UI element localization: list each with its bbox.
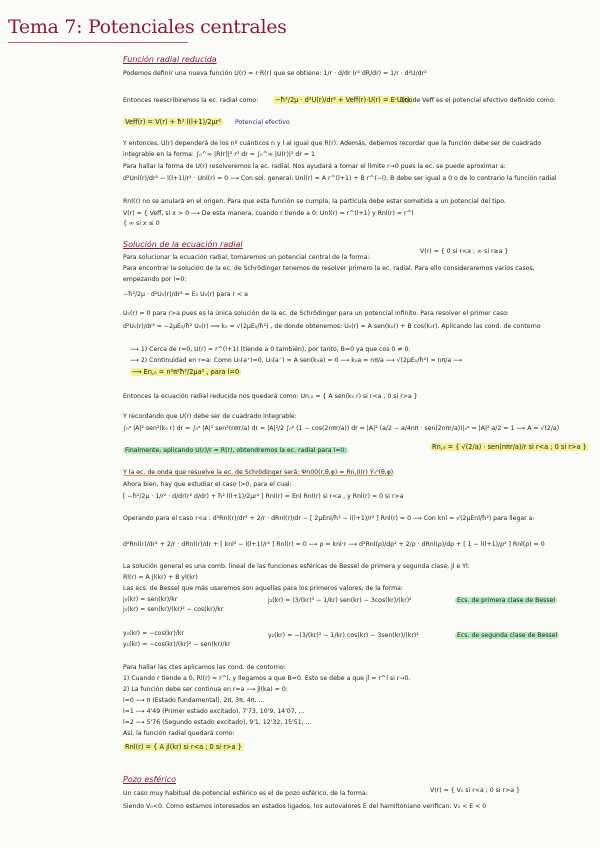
s1-line-2b: Donde Veff es el potencial efectivo definido como: (400, 97, 556, 104)
s1-line-1: Podemos definir una nueva función U(r) = r·R(r) que se obtiene: 1/r · d/dr (r² dR/dr) = 1/r · d²U/dr² (123, 70, 427, 77)
s1-line-4: integrable en la forma: ∫₀^∞ |R(r)|² r² dr = ∫₀^∞ |U(r)|² dr = 1 (123, 151, 315, 158)
s2-line-12: ∫₀ᵃ |A|² sen²(k₀ r) dr = ∫₀ᵃ |A|² sen²(nπr/a) dr = |A|²/2 ∫₀ᵃ (1 − cos(2nπr/a)) dr = |A|² (a/2 − a/4nπ · sen(2nπr/a))|₀ᵃ = |A|² a/2 = 1 ⟶ A = √(2/a) (123, 425, 560, 432)
section-heading-radial-reduced: Función radial reducida (123, 55, 217, 64)
s2-line-19: La solución general es una comb. lineal de las funciones esféricas de Bessel de primera y segunda clase, jl e Yl: (123, 563, 470, 570)
s1-line-6: d²Unl(r)/dr² − l(l+1)/r² · Unl(r) = 0 ⟶ Con sol. general: Unl(r) = A r^(l+1) + B r^(−l). B debe ser igual a 0 o de lo contrario la función radial (123, 175, 557, 182)
bessel-first-kind-note: Ecs. de primera clase de Bessel (457, 597, 556, 604)
s1-line-3: Y entonces, U(r) dependerá de los nº cuánticos n y l al igual que R(r). Además, debemos recordar que la función debe ser de cuadrado (123, 140, 542, 147)
s1-line-7: Rnl(r) no se anulará en el origen. Para que esta función se cumpla, la partícula debe estar sometida a un potencial del tipo. (123, 198, 506, 205)
s2-line-23: 1) Cuando r tiende a 0, Rl(r) ≈ r^l, y llegamos a que B=0. Esto se debe a que jl ≈ r^l si r→0. (123, 675, 411, 682)
s1-veff-note: Potencial efectivo (235, 119, 290, 126)
bessel-j2: j₂(kr) = (3/(kr)³ − 1/kr) sen(kr) − 3cos(kr)/(kr)² (268, 597, 412, 604)
bessel-y0: y₀(kr) = −cos(kr)/kr (123, 630, 184, 637)
zeros-l1: l=1 ⟶ 4'49 (Primer estado excitado), 7'73, 10'9, 14'07, … (123, 708, 305, 715)
s2-rnl-eq: Rnl(r) = { A jl(kr) si r<a ; 0 si r>a } (125, 743, 242, 751)
s2-line-21: Las ecs. de Bessel que más usaremos son aquellas para los primeros valores, de la forma: (123, 585, 403, 592)
s1-line-9: { ∞ si x ≤ 0 (123, 220, 160, 227)
bessel-j1: j₁(kr) = sen(kr)/(kr)² − cos(kr)/kr (123, 606, 224, 613)
bessel-second-kind-note: Ecs. de segunda clase de Bessel (457, 632, 558, 639)
s2-line-20: Rl(r) = A jl(kr) + B yl(kr) (123, 574, 198, 581)
s2-line-5: U₀(r) = 0 para r>a pues es la única solución de la ec. de Schrödinger para un potencial infinito. Para resolver el primer caso: (123, 310, 509, 317)
s2-line-22: Para hallar las ctes aplicamos las cond. de contorno: (123, 664, 286, 671)
s3-potential: V(r) = { V₀ si r<a ; 0 si r>a } (430, 787, 520, 794)
zeros-l2: l=2 ⟶ 5'76 (Segundo estado excitado), 9'1, 12'32, 15'51, … (123, 719, 312, 726)
s2-line-28: Así, la función radial quedará como: (123, 730, 235, 737)
s2-line-2: Para encontrar la solución de la ec. de Schrödinger tenemos de resolver primero la ec. radial. Para ello consideraremos varios casos, (123, 265, 535, 272)
s2-line-6: d²U₀(r)/dr² = −2μE₀/ħ² U₀(r) ⟹ k₀ = √(2μE₀/ħ²) , de donde obtenemos: U₀(r) = A sen(k₀r) + B cos(k₀r). Aplicando las cond. de contorno (123, 323, 541, 330)
s2-potential: V(r) = { 0 si r<a ; ∞ si r≥a } (420, 248, 509, 255)
s1-veff-eq: Veff(r) = V(r) + ħ² l(l+1)/2μr² (125, 118, 222, 126)
bessel-y1: y₁(kr) = −cos(kr)/(kr)² − sen(kr)/kr (123, 641, 231, 648)
s2-rn0-eq: Rn,₀ = { √(2/a) · sen(nπr/a)/r si r<a ; 0 si r>a } (432, 443, 587, 451)
s2-line-14: Y la ec. de onda que resuelve la ec. de Schrödinger será: Ψn00(r,θ,φ) = Rn,0(r) Y₀⁰(θ,φ) (123, 469, 394, 476)
s2-line-11: Y recordando que U(r) debe ser de cuadrado integrable: (123, 413, 297, 420)
s1-line-2: Entonces reescribiremos la ec. radial como: (123, 97, 259, 104)
s1-line-5: Para hallar la forma de U(r) resolveremos la ec. radial. Nos ayudará a tomar el límite r→0 pues la ec. se puede aproximar a: (123, 163, 506, 170)
s1-line-8: V(r) = { Veff, si x > 0 ⟶ De esta manera, cuando r tiende a 0: Unl(r) ≈ r^(l+1) y Rnl(r) ≈ r^l (123, 210, 414, 217)
s2-line-15: Ahora bien, hay que estudiar el caso l>0, para el cual: (123, 481, 292, 488)
s2-line-17: Operando para el caso r<a : d²Rnl(r)/dr² + 2/r · dRnl(r)/dr − [ 2μEnl/ħ² − l(l+1)/r² ] Rnl(r) = 0 ⟶ Con knl = √(2μEnl/ħ²) para llegar a: (123, 515, 535, 522)
s2-line-24: 2) La función debe ser continua en r=a ⟶ jl(ka) = 0: (123, 686, 288, 693)
s2-line-3: empezando por l=0: (123, 276, 187, 283)
page-title: Tema 7: Potenciales centrales (8, 16, 287, 38)
s2-line-8: ⟶ 2) Continuidad en r=a: Como U₀(a⁺)=0, U₀(a⁻) = A sen(k₀a) = 0 ⟶ k₀a = nπ/a ⟶ √(2μE₀/ħ²) = nπ/a ⟶ (130, 357, 462, 364)
s2-line-4: −ħ²/2μ · d²U₀(r)/dr² = E₀ U₀(r) para r < a (123, 291, 248, 298)
bessel-j0: j₀(kr) = sen(kr)/kr (123, 596, 178, 603)
s1-eq-radial: −ħ²/2μ · d²U(r)/dr² + Veff(r)·U(r) = E·U(r). (275, 96, 412, 104)
title-underline (8, 42, 188, 43)
s2-line-13: Finalmente, aplicando U(r)/r = R(r), obtendremos la ec. radial para l=0: (125, 447, 347, 454)
s2-line-16: [ −ħ²/2μ · 1/r² · d/dr(r² d/dr) + ħ² l(l+1)/2μr² ] Rnl(r) = Enl Rnl(r) si r<a , y Rnl(r) = 0 si r>a (123, 493, 404, 500)
s2-line-10: Entonces la ecuación radial reducida nos quedará como: Un,₀ = { A sen(k₀ r) si r<a ; 0 si r>a } (123, 393, 418, 400)
s2-line-18: d²Rnl(r)/dr² + 2/r · dRnl(r)/dr + [ knl² − l(l+1)/r² ] Rnl(r) = 0 ⟶ ρ = knl·r ⟶ d²Rnl(ρ)/dρ² + 2/ρ · dRnl(ρ)/dρ + [ 1 − l(l+1)/ρ² ] Rnl(ρ) = 0 (123, 541, 545, 548)
section-heading-spherical-well: Pozo esférico (123, 775, 176, 784)
section-heading-radial-solution: Solución de la ecuación radial (123, 240, 243, 249)
s2-line-7: ⟶ 1) Cerca de r=0, U(r) ≈ r^(l+1) (tiende a 0 también), por tanto, B=0 ya que cos 0 ≠ 0. (130, 346, 411, 353)
s3-line-2: Siendo V₀<0. Como estamos interesados en estados ligados, los autovalores E del hamiltoniano verifican: V₀ < E < 0 (123, 803, 487, 810)
zeros-l0: l=0 ⟶ π (Estado fundamental), 2π, 3π, 4π, … (123, 697, 265, 704)
bessel-y2: y₂(kr) = −(3/(kr)³ − 1/kr) cos(kr) − 3sen(kr)/(kr)² (268, 632, 419, 639)
s3-line-1: Un caso muy habitual de potencial esférico es el de pozo esférico, de la forma: (123, 790, 368, 797)
s2-line-1: Para solucionar la ecuación radial, tomaremos un potencial central de la forma: (123, 254, 370, 261)
s2-energy-eq: ⟶ En,₀ = n²π²ħ²/2μa² , para l=0 (132, 368, 240, 376)
